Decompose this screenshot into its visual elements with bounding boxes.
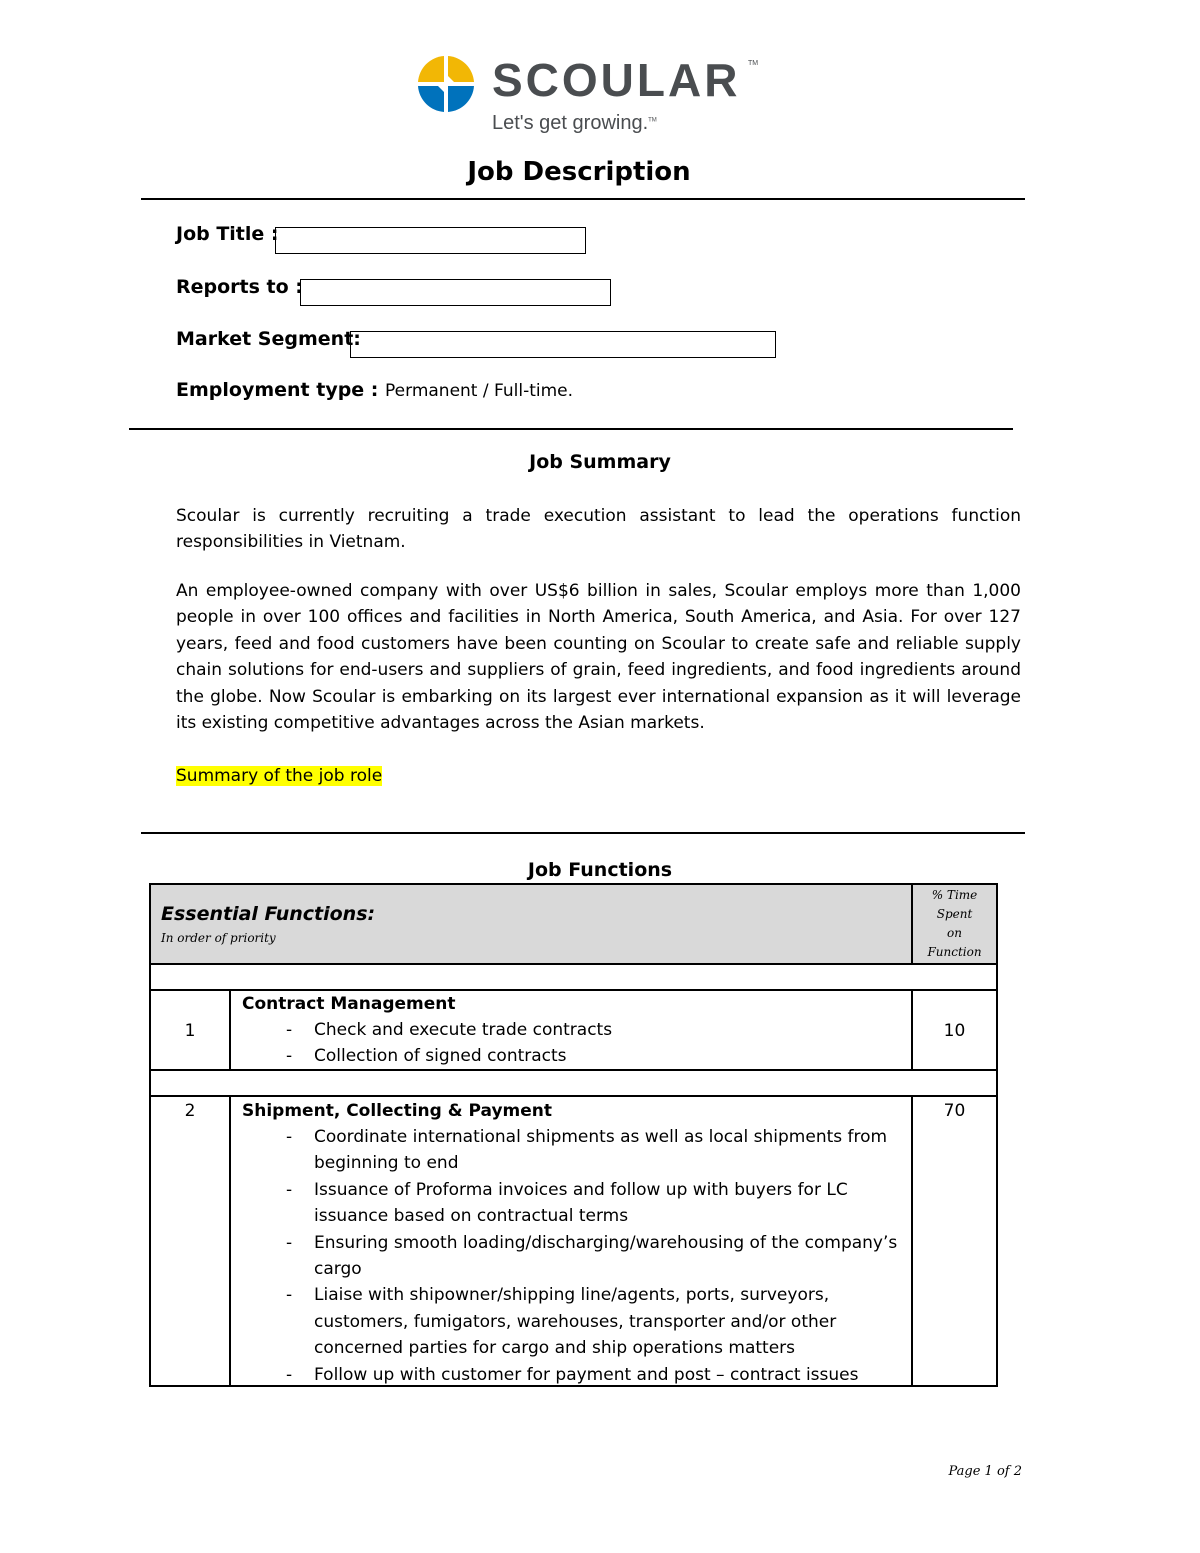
column-border xyxy=(229,989,231,1069)
job-title-label: Job Title : xyxy=(176,223,279,245)
employment-type-label: Employment type : xyxy=(176,379,379,401)
highlighted-text: Summary of the job role xyxy=(176,766,383,786)
summary-highlight xyxy=(176,763,382,789)
reports-to-field[interactable] xyxy=(300,279,611,306)
priority-note: In order of priority xyxy=(161,931,276,945)
job-summary-heading: Job Summary xyxy=(529,451,671,473)
divider xyxy=(141,832,1025,834)
market-segment-field[interactable] xyxy=(350,331,776,358)
page-title: Job Description xyxy=(467,157,691,187)
reports-to-label: Reports to : xyxy=(176,276,303,298)
list-item: - Collection of signed contracts xyxy=(242,1043,904,1069)
page-number: Page 1 of 2 xyxy=(948,1464,1022,1479)
function-items xyxy=(242,1017,904,1070)
tagline-text: Let's get growing. xyxy=(492,112,649,134)
brand-trademark: TM xyxy=(748,60,759,67)
scoular-logo xyxy=(414,46,774,146)
tagline-trademark: TM xyxy=(648,117,657,124)
list-item: - Issuance of Proforma invoices and follow up with buyers for LC issuance based on contractual terms xyxy=(242,1177,904,1230)
list-item: - Coordinate international shipments as well as local shipments from beginning to end xyxy=(242,1124,904,1177)
table-header xyxy=(151,885,996,965)
time-spent-line: Spent xyxy=(936,907,973,921)
brand-name: SCOULAR xyxy=(492,54,741,106)
scoular-mark-icon xyxy=(414,52,478,116)
time-percent: 10 xyxy=(943,1021,966,1041)
divider xyxy=(129,428,1013,430)
row-border xyxy=(151,1069,996,1071)
job-title-field[interactable] xyxy=(275,227,586,254)
row-number: 2 xyxy=(184,1101,196,1121)
brand-tagline xyxy=(492,112,657,135)
list-item: - Ensuring smooth loading/discharging/warehousing of the company’s cargo xyxy=(242,1230,904,1283)
time-spent-line: % Time xyxy=(931,888,978,902)
employment-type-value: Permanent / Full-time. xyxy=(385,381,574,401)
function-title: Shipment, Collecting & Payment xyxy=(242,1101,553,1121)
row-border xyxy=(151,1095,996,1097)
column-border xyxy=(911,1095,913,1385)
list-item: - Follow up with customer for payment and post – contract issues xyxy=(242,1362,904,1388)
time-spent-line: Function xyxy=(927,945,982,959)
functions-table xyxy=(149,883,998,1387)
function-title: Contract Management xyxy=(242,994,456,1014)
summary-paragraph-2: An employee-owned company with over US$6 billion in sales, Scoular employs more than 1,000 people in over 100 offices and facilities in North America, South America, and Asia. For over 127 years, feed and food customers have been counting on Scoular to create safe and reliable supply chain solutions for end-users and suppliers of grain, feed ingredients, and food ingredients around the globe. Now Scoular is embarking on its largest ever international expansion as it will leverage its existing competitive advantages across the Asian markets. xyxy=(176,581,1021,734)
divider xyxy=(141,198,1025,200)
column-border xyxy=(229,1095,231,1385)
time-spent-header xyxy=(911,885,996,963)
list-item: - Liaise with shipowner/shipping line/agents, ports, surveyors, customers, fumigators, warehouses, transporter and/or other concerned parties for cargo and ship operations matters xyxy=(242,1282,904,1361)
employment-type xyxy=(176,377,573,404)
time-percent: 70 xyxy=(943,1101,966,1121)
summary-paragraph-1: Scoular is currently recruiting a trade execution assistant to lead the operations function responsibilities in Vietnam. xyxy=(176,506,1021,553)
row-number: 1 xyxy=(184,1021,196,1041)
market-segment-label: Market Segment: xyxy=(176,328,361,350)
essential-functions-title: Essential Functions: xyxy=(161,903,376,925)
job-functions-heading: Job Functions xyxy=(527,859,673,881)
time-spent-line: on xyxy=(947,926,962,940)
list-item: - Check and execute trade contracts xyxy=(242,1017,904,1043)
function-items xyxy=(242,1124,904,1388)
